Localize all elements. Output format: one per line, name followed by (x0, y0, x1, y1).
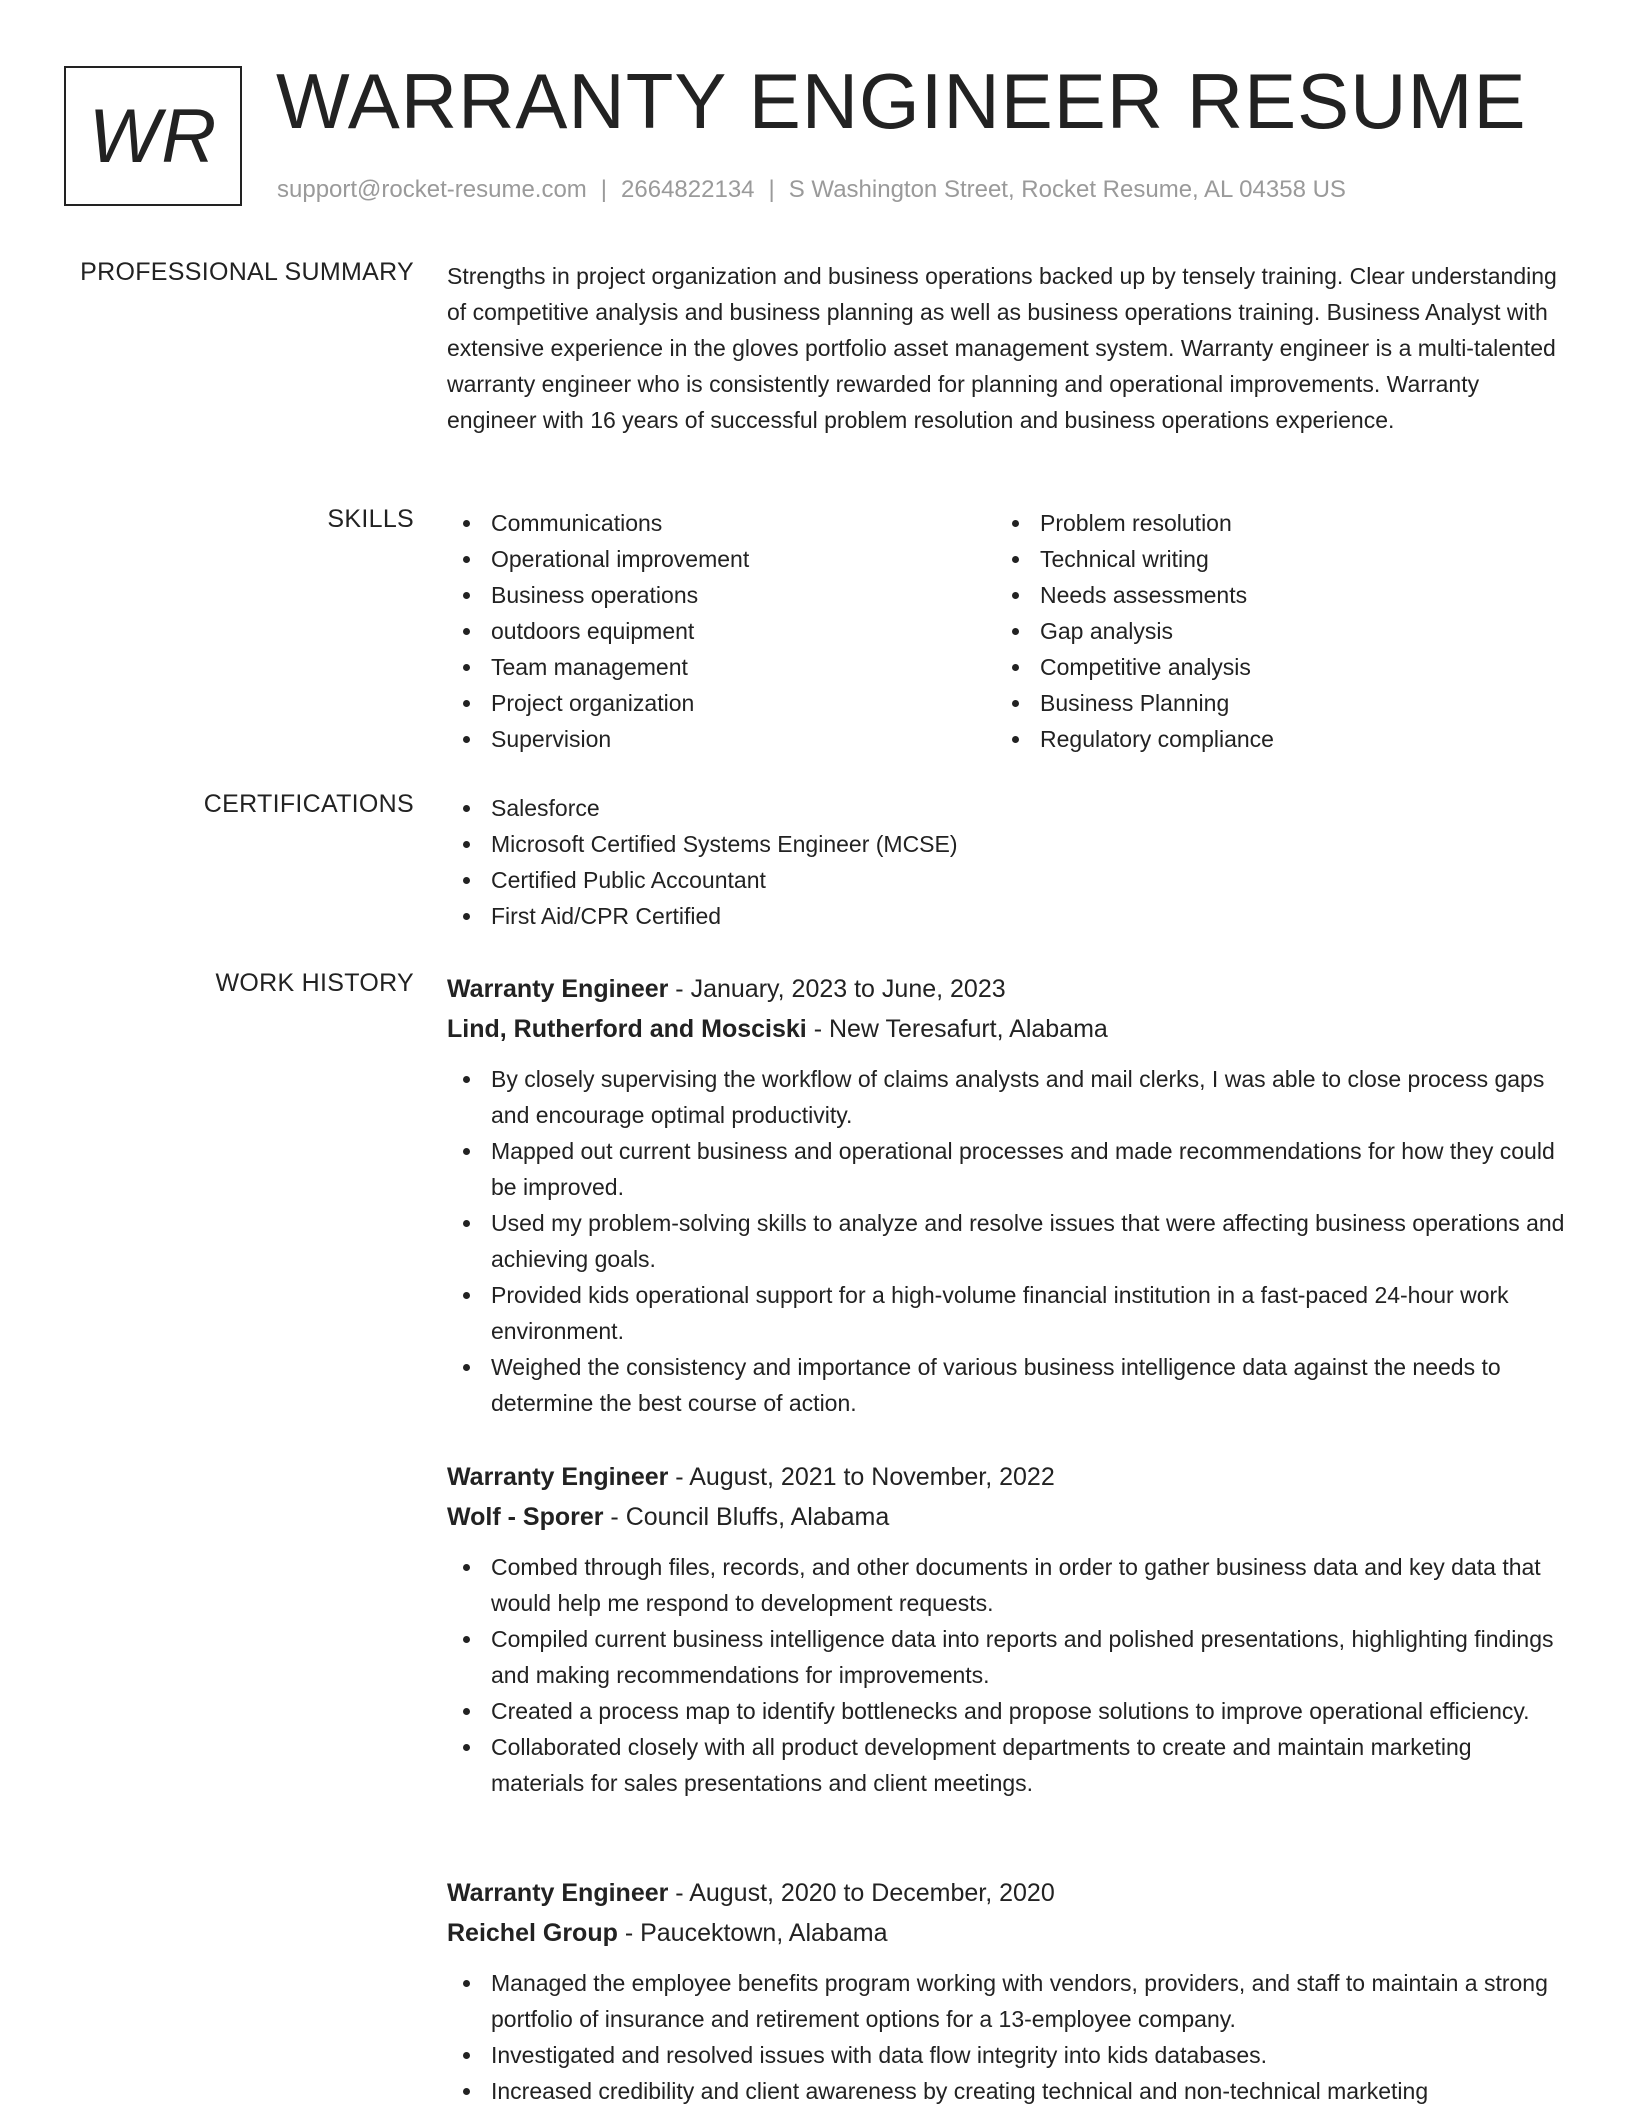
certifications-list (447, 790, 1569, 934)
skill-item: Problem resolution (996, 505, 1545, 541)
job-bullet: Investigated and resolved issues with data flow integrity into kids databases. (447, 2037, 1569, 2073)
job-bullet: By closely supervising the workflow of claims analysts and mail clerks, I was able to close process gaps and encourage optimal productivity. (447, 1061, 1569, 1133)
skill-item: Project organization (447, 685, 996, 721)
job-title: Warranty Engineer (447, 1463, 669, 1491)
skill-item: Communications (447, 505, 996, 541)
job-location: - New Teresafurt, Alabama (806, 1015, 1108, 1043)
job-dates: - August, 2020 to December, 2020 (668, 1879, 1055, 1907)
job-title-line (447, 1873, 1569, 1913)
skill-item: Team management (447, 649, 996, 685)
contact-line (277, 176, 1346, 204)
job-company: Lind, Rutherford and Mosciski (447, 1015, 807, 1043)
skill-item: outdoors equipment (447, 613, 996, 649)
job-location: - Council Bluffs, Alabama (603, 1503, 890, 1531)
certification-item: Microsoft Certified Systems Engineer (MCSE) (447, 826, 1569, 862)
job-bullet: Provided kids operational support for a high-volume financial institution in a fast-paced 24-hour work environment. (447, 1277, 1569, 1349)
job-title: Warranty Engineer (447, 1879, 669, 1907)
job-bullet: Mapped out current business and operational processes and made recommendations for how they could be improved. (447, 1133, 1569, 1205)
job-company: Wolf - Sporer (447, 1503, 604, 1531)
job-bullets (447, 1965, 1569, 2109)
certification-item: First Aid/CPR Certified (447, 898, 1569, 934)
job-company-line (447, 1497, 1569, 1537)
contact-email[interactable]: support@rocket-resume.com (277, 176, 587, 203)
certification-item: Certified Public Accountant (447, 862, 1569, 898)
job-bullets (447, 1549, 1569, 1801)
skills-list-right (996, 505, 1545, 757)
skill-item: Business operations (447, 577, 996, 613)
job-bullet: Collaborated closely with all product development departments to create and maintain marketing materials for sales presentations and client meetings. (447, 1729, 1569, 1801)
job-location: - Paucektown, Alabama (617, 1919, 888, 1947)
skill-item: Technical writing (996, 541, 1545, 577)
contact-phone[interactable]: 2664822134 (621, 176, 755, 203)
job-company-line (447, 1913, 1569, 1953)
job-bullet: Compiled current business intelligence data into reports and polished presentations, highlighting findings and making recommendations for improvements. (447, 1621, 1569, 1693)
job-bullet: Used my problem-solving skills to analyze and resolve issues that were affecting business operations and achieving goals. (447, 1205, 1569, 1277)
job-bullet: Combed through files, records, and other documents in order to gather business data and key data that would help me respond to development requests. (447, 1549, 1569, 1621)
skill-item: Gap analysis (996, 613, 1545, 649)
skill-item: Needs assessments (996, 577, 1545, 613)
job-bullets (447, 1061, 1569, 1421)
skills-grid (447, 505, 1569, 757)
certifications-heading: CERTIFICATIONS (203, 790, 414, 818)
job-title-line (447, 1457, 1569, 1497)
work-history-heading: WORK HISTORY (215, 969, 414, 997)
contact-separator: | (768, 176, 775, 203)
skill-item: Competitive analysis (996, 649, 1545, 685)
skill-item: Business Planning (996, 685, 1545, 721)
job-company-line (447, 1009, 1569, 1049)
contact-address: S Washington Street, Rocket Resume, AL 04358 US (788, 176, 1346, 203)
job-title: Warranty Engineer (447, 975, 669, 1003)
skills-list-left (447, 505, 996, 757)
summary-heading: PROFESSIONAL SUMMARY (80, 258, 414, 286)
job-bullet: Created a process map to identify bottlenecks and propose solutions to improve operational efficiency. (447, 1693, 1569, 1729)
skill-item: Supervision (447, 721, 996, 757)
job-bullet: Managed the employee benefits program working with vendors, providers, and staff to maintain a strong portfolio of insurance and retirement options for a 13-employee company. (447, 1965, 1569, 2037)
job-dates: - August, 2021 to November, 2022 (668, 1463, 1055, 1491)
resume-title: WARRANTY ENGINEER RESUME (276, 57, 1527, 145)
job-bullet: Increased credibility and client awareness by creating technical and non-technical marketing (447, 2073, 1569, 2109)
contact-separator: | (600, 176, 608, 203)
skill-item: Regulatory compliance (996, 721, 1545, 757)
job-company: Reichel Group (447, 1919, 618, 1947)
skills-heading: SKILLS (327, 505, 414, 533)
certification-item: Salesforce (447, 790, 1569, 826)
job-title-line (447, 969, 1569, 1009)
summary-text: Strengths in project organization and business operations backed up by tensely training. Clear understanding of competitive analysis and business planning as well as business operations training. Business Analyst with extensive experience in the gloves portfolio asset management system. Warranty engineer is a multi-talented warranty engineer who is consistently rewarded for planning and operational improvements. Warranty engineer with 16 years of successful problem resolution and business operations experience. (447, 263, 1557, 433)
job-bullet: Weighed the consistency and importance of various business intelligence data against the needs to determine the best course of action. (447, 1349, 1569, 1421)
monogram: WR (64, 66, 242, 206)
job-dates: - January, 2023 to June, 2023 (668, 975, 1006, 1003)
skill-item: Operational improvement (447, 541, 996, 577)
